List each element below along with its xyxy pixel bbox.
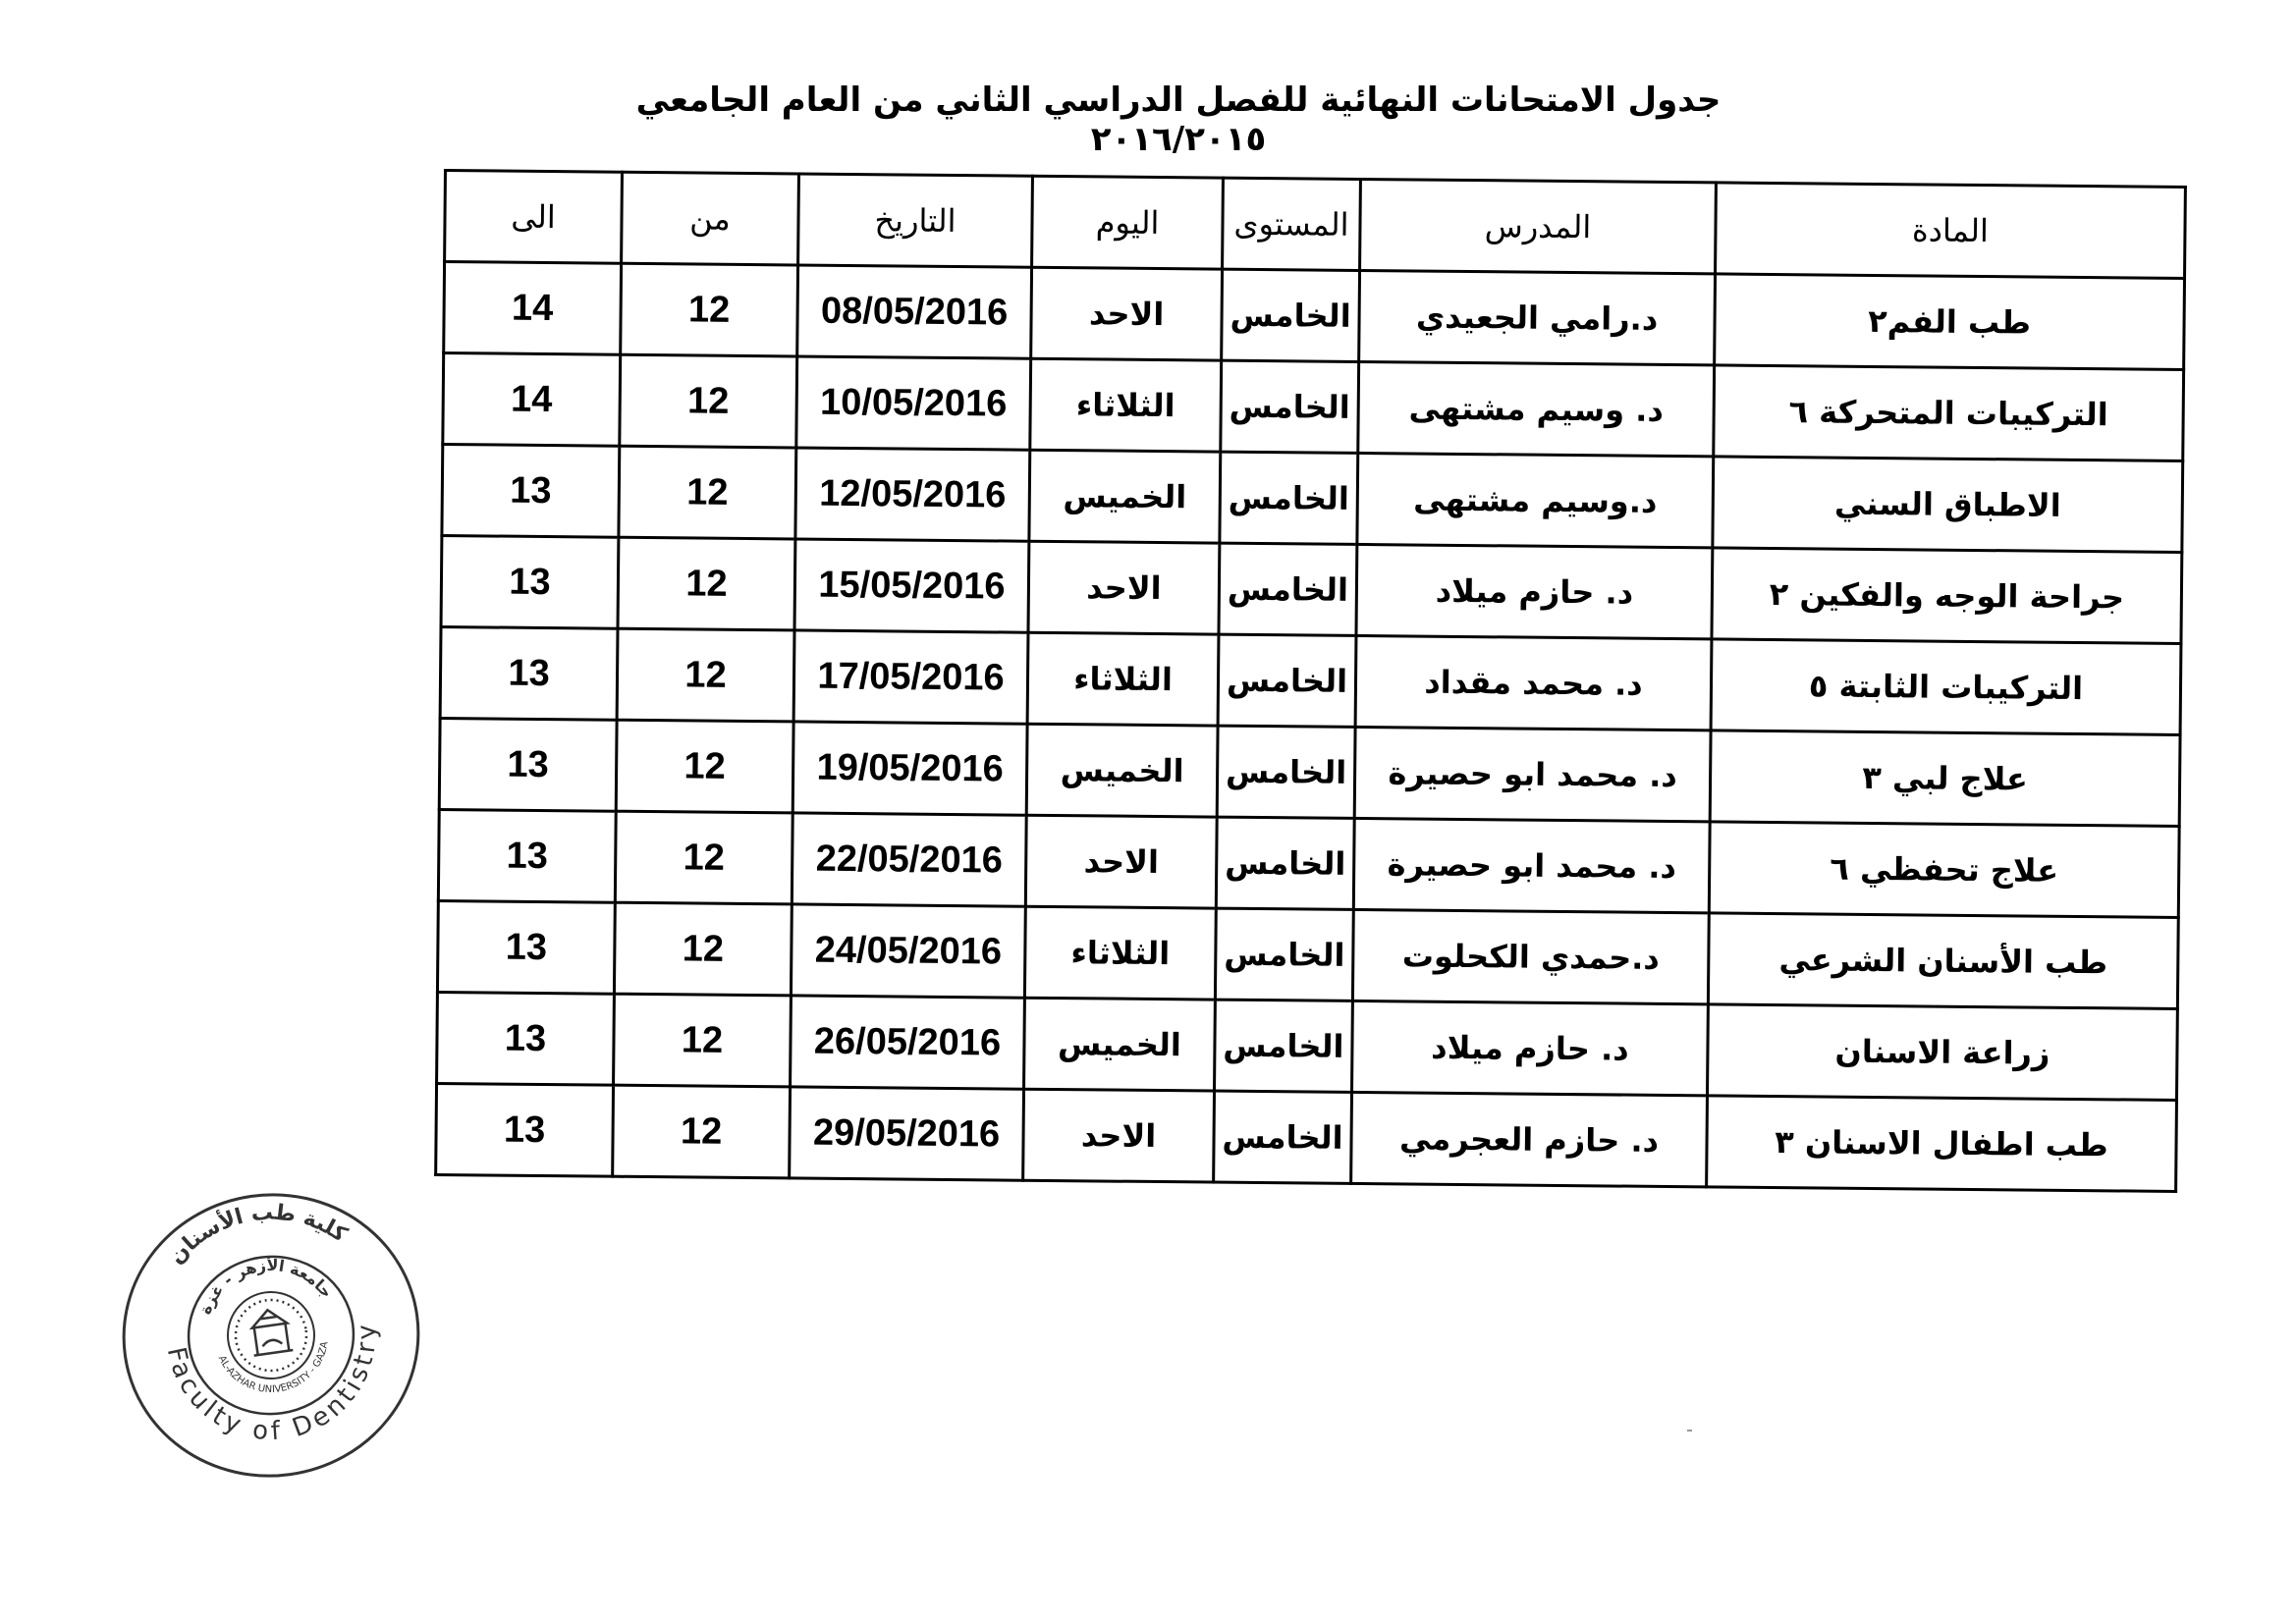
stamp-emblem-icon	[231, 1295, 310, 1375]
cell-to: 13	[438, 809, 616, 902]
cell-from: 12	[621, 263, 798, 356]
cell-subject: طب الأسنان الشرعي	[1708, 913, 2178, 1009]
cell-date: 26/05/2016	[791, 996, 1025, 1089]
table-row	[438, 809, 2179, 917]
cell-day: الثلاثاء	[1030, 358, 1222, 452]
cell-subject: الاطباق السني	[1713, 457, 2183, 553]
cell-teacher: د. محمد ابو حصيرة	[1354, 727, 1711, 821]
cell-date: 19/05/2016	[793, 722, 1027, 815]
cell-date: 12/05/2016	[795, 448, 1030, 541]
cell-day: الاحد	[1031, 267, 1223, 360]
cell-to: 13	[437, 992, 615, 1085]
cell-teacher: د. وسيم مشتهى	[1358, 361, 1715, 456]
stamp-english-inner: AL-AZHAR UNIVERSITY - GAZA	[215, 1340, 331, 1396]
cell-day: الاحد	[1028, 541, 1220, 634]
header-teacher: المدرس	[1360, 179, 1717, 273]
cell-day: الثلاثاء	[1024, 906, 1216, 1000]
scan-artifact	[1687, 1430, 1692, 1432]
cell-date: 22/05/2016	[792, 813, 1026, 906]
cell-teacher: د. محمد مقداد	[1355, 635, 1712, 730]
cell-to: 13	[442, 445, 620, 538]
cell-level: الخامس	[1221, 360, 1359, 453]
cell-from: 12	[616, 720, 793, 813]
cell-level: الخامس	[1220, 452, 1358, 544]
cell-day: الاحد	[1023, 1089, 1215, 1182]
cell-day: الخميس	[1026, 724, 1218, 817]
cell-from: 12	[619, 446, 796, 539]
cell-from: 12	[618, 537, 795, 630]
table-row	[440, 626, 2181, 734]
header-level: المستوى	[1223, 178, 1361, 270]
table-row	[442, 445, 2183, 553]
cell-to: 14	[444, 262, 622, 355]
cell-subject: علاج لبي ٣	[1710, 730, 2180, 827]
cell-level: الخامس	[1216, 817, 1354, 909]
cell-to: 13	[436, 1083, 614, 1176]
exam-schedule-table-wrapper	[434, 169, 2184, 1193]
header-to: الى	[445, 171, 623, 264]
table-row	[437, 992, 2178, 1100]
cell-level: الخامس	[1214, 1091, 1352, 1183]
cell-teacher: د.وسيم مشتهى	[1357, 453, 1714, 547]
cell-from: 12	[614, 902, 792, 996]
cell-to: 13	[439, 718, 617, 811]
cell-subject: التركيبات الثابتة ٥	[1711, 639, 2181, 735]
cell-subject: زراعة الاسنان	[1707, 1004, 2177, 1101]
cell-teacher: د. حازم ميلاد	[1352, 1000, 1709, 1095]
cell-level: الخامس	[1215, 908, 1353, 1000]
cell-day: الخميس	[1024, 998, 1216, 1091]
cell-level: الخامس	[1218, 634, 1356, 727]
cell-level: الخامس	[1219, 543, 1357, 635]
cell-level: الخامس	[1222, 269, 1360, 361]
cell-from: 12	[613, 1085, 791, 1178]
cell-day: الاحد	[1025, 815, 1217, 908]
table-row	[436, 1083, 2177, 1191]
cell-to: 13	[441, 535, 619, 628]
cell-day: الخميس	[1029, 450, 1221, 543]
cell-to: 14	[443, 353, 621, 447]
cell-from: 12	[614, 994, 792, 1087]
cell-level: الخامس	[1217, 726, 1355, 818]
cell-teacher: د. حازم العجرمي	[1351, 1092, 1708, 1186]
exam-schedule-table	[434, 169, 2187, 1193]
table-row	[437, 900, 2178, 1008]
cell-teacher: د.حمدي الكحلوت	[1352, 909, 1709, 1003]
stamp-outer-arabic: كلية طب الأسنان	[164, 1200, 352, 1270]
stamp-english-outer: Faculty of Dentistry	[160, 1320, 383, 1447]
table-row	[444, 262, 2185, 370]
cell-subject: التركيبات المتحركة ٦	[1714, 365, 2184, 461]
header-day: اليوم	[1032, 176, 1224, 269]
header-subject: المادة	[1716, 183, 2186, 279]
header-from: من	[622, 172, 799, 265]
cell-from: 12	[615, 811, 793, 904]
cell-to: 13	[440, 626, 618, 720]
cell-date: 10/05/2016	[796, 356, 1031, 450]
table-header-row	[445, 171, 2186, 279]
faculty-stamp	[116, 1188, 426, 1483]
cell-subject: طب اطفال الاسنان ٣	[1707, 1096, 2177, 1192]
cell-teacher: د. حازم ميلاد	[1356, 544, 1713, 638]
cell-day: الثلاثاء	[1027, 632, 1219, 726]
stamp-inner-arabic: جامعة الأزهر - غزة	[195, 1255, 337, 1318]
header-date: التاريخ	[798, 174, 1033, 267]
table-row	[443, 353, 2184, 461]
cell-to: 13	[437, 900, 615, 994]
cell-subject: علاج تحفظي ٦	[1709, 822, 2179, 918]
cell-date: 29/05/2016	[790, 1087, 1024, 1180]
cell-from: 12	[620, 354, 797, 448]
cell-subject: طب الفم٢	[1715, 274, 2185, 370]
cell-from: 12	[617, 628, 794, 722]
cell-date: 24/05/2016	[791, 904, 1025, 998]
cell-level: الخامس	[1215, 1000, 1353, 1092]
cell-teacher: د. محمد ابو حصيرة	[1353, 818, 1710, 912]
cell-subject: جراحة الوجه والفكين ٢	[1712, 548, 2182, 644]
cell-date: 15/05/2016	[794, 539, 1029, 632]
table-row	[441, 535, 2182, 643]
page-title: جدول الامتحانات النهائية للفصل الدراسي الثاني من العام الجامعي ٢٠١٦/٢٠١٥	[635, 81, 1722, 159]
cell-teacher: د.رامي الجعيدي	[1359, 270, 1716, 364]
cell-date: 08/05/2016	[797, 265, 1032, 358]
cell-date: 17/05/2016	[793, 630, 1028, 724]
table-row	[439, 718, 2180, 826]
